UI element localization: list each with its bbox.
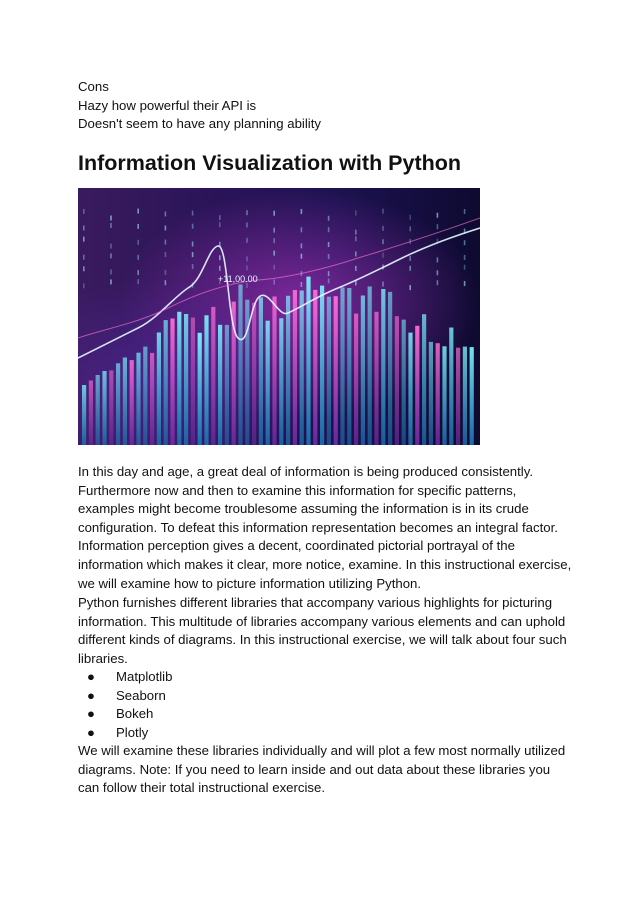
cons-heading: Cons <box>78 79 109 94</box>
hero-sparkle <box>110 216 112 221</box>
hero-sparkle <box>301 243 303 248</box>
hero-bar <box>225 325 229 445</box>
hero-sparkle <box>409 256 411 261</box>
hero-sparkle <box>328 216 330 221</box>
hero-sparkle <box>192 264 194 269</box>
paragraph-line: information which makes it clear, more notice, examine. In this instructional exercise, <box>78 556 572 572</box>
hero-sparkle <box>83 209 85 214</box>
paragraph-line: Information perception gives a decent, coordinated pictorial portrayal of the <box>78 538 515 554</box>
hero-bar <box>470 347 474 445</box>
hero-sparkle <box>219 255 221 260</box>
hero-bar <box>381 289 385 445</box>
hero-bar <box>130 360 134 445</box>
hero-sparkle <box>83 266 85 271</box>
hero-bar <box>116 363 120 445</box>
hero-bar <box>368 287 372 446</box>
hero-bar <box>143 347 147 445</box>
hero-bar <box>109 370 113 445</box>
hero-sparkle <box>110 279 112 284</box>
hero-sparkle <box>110 244 112 249</box>
hero-sparkle <box>165 240 167 245</box>
hero-bar <box>334 296 338 445</box>
hero-sparkle <box>192 252 194 257</box>
hero-bar <box>198 333 202 445</box>
hero-sparkle <box>355 266 357 271</box>
hero-sparkle <box>137 270 139 275</box>
cons-block <box>78 78 568 134</box>
hero-sparkle <box>165 270 167 275</box>
hero-sparkle <box>301 282 303 287</box>
hero-bar <box>327 297 331 445</box>
cons-item: Doesn't seem to have any planning ability <box>78 116 321 132</box>
hero-bar <box>395 316 399 445</box>
hero-sparkle <box>409 266 411 271</box>
list-item: ● Plotly <box>78 724 172 743</box>
hero-sparkle <box>355 252 357 257</box>
hero-sparkle <box>110 253 112 258</box>
hero-sparkle <box>328 227 330 232</box>
closing-paragraph <box>78 742 568 798</box>
hero-bar <box>89 381 93 446</box>
hero-sparkle <box>192 242 194 247</box>
hero-sparkle <box>192 224 194 229</box>
hero-sparkle <box>110 269 112 274</box>
hero-sparkle <box>192 211 194 216</box>
hero-sparkle <box>137 279 139 284</box>
hero-bar <box>456 348 460 445</box>
bullet-icon: ● <box>87 687 95 703</box>
hero-bar <box>252 303 256 445</box>
hero-sparkle <box>464 281 466 286</box>
paragraph-line: different kinds of diagrams. In this instructional exercise, we will talk about four such <box>78 632 567 648</box>
hero-sparkle <box>165 226 167 231</box>
hero-sparkle <box>328 278 330 283</box>
section-title: Information Visualization with Python <box>78 151 462 175</box>
hero-sparkle <box>355 211 357 216</box>
hero-sparkle <box>328 242 330 247</box>
hero-bar <box>136 353 140 445</box>
hero-bar <box>340 287 344 445</box>
hero-sparkle <box>464 240 466 245</box>
cons-item: Hazy how powerful their API is <box>78 97 257 113</box>
hero-sparkle <box>165 252 167 257</box>
hero-sparkle <box>246 265 248 270</box>
paragraph-line: we will examine how to picture information utilizing Python. <box>78 575 422 591</box>
libraries-paragraph <box>78 594 568 668</box>
hero-sparkle <box>301 254 303 259</box>
hero-sparkle <box>165 280 167 285</box>
hero-sparkle <box>382 226 384 231</box>
hero-bar <box>170 319 174 446</box>
hero-bar <box>388 292 392 445</box>
hero-bar <box>293 290 297 445</box>
hero-bar <box>82 385 86 445</box>
list-item: ● Matplotlib <box>78 668 172 687</box>
hero-bar <box>286 296 290 445</box>
hero-sparkle <box>219 266 221 271</box>
hero-sparkle <box>165 212 167 217</box>
hero-sparkle <box>328 271 330 276</box>
hero-sparkle <box>219 215 221 220</box>
hero-bar <box>354 314 358 445</box>
hero-sparkle <box>83 237 85 242</box>
hero-sparkle <box>382 282 384 287</box>
hero-sparkle <box>382 209 384 214</box>
hero-sparkle <box>273 251 275 256</box>
bullet-icon: ● <box>87 706 95 722</box>
hero-sparkle <box>246 256 248 261</box>
hero-bar <box>347 288 351 445</box>
hero-bar <box>361 296 365 446</box>
hero-sparkle <box>137 209 139 214</box>
paragraph-line: Furthermore now and then to examine this information for specific patterns, <box>78 482 517 498</box>
hero-bar <box>164 320 168 445</box>
hero-sparkle <box>464 255 466 260</box>
hero-sparkle <box>464 209 466 214</box>
hero-bar <box>218 325 222 445</box>
hero-sparkle <box>355 230 357 235</box>
hero-sparkle <box>437 213 439 218</box>
hero-sparkle <box>382 253 384 258</box>
hero-sparkle <box>246 210 248 215</box>
paragraph-line: Python furnishes different libraries that accompany various highlights for picturing <box>78 595 553 610</box>
hero-bar <box>436 343 440 445</box>
hero-bar <box>184 314 188 445</box>
hero-bar <box>191 318 195 446</box>
hero-sparkle <box>83 283 85 288</box>
hero-sparkle <box>328 254 330 259</box>
paragraph-line: examples might become troublesome assuming the information is in its crude <box>78 501 529 517</box>
hero-sparkle <box>273 280 275 285</box>
hero-sparkle <box>409 215 411 220</box>
hero-sparkle <box>437 257 439 262</box>
hero-bar <box>415 326 419 445</box>
hero-sparkle <box>409 226 411 231</box>
paragraph-line: can follow their total instructional exercise. <box>78 780 326 796</box>
hero-bar <box>402 320 406 445</box>
list-item: ● Seaborn <box>78 687 172 706</box>
hero-sparkle <box>301 227 303 232</box>
hero-bar <box>211 307 215 445</box>
hero-sparkle <box>219 222 221 227</box>
hero-sparkle <box>464 265 466 270</box>
hero-sparkle <box>382 239 384 244</box>
hero-bar <box>463 347 467 445</box>
hero-sparkle <box>409 285 411 290</box>
hero-sparkle <box>137 255 139 260</box>
hero-bar <box>442 346 446 445</box>
hero-bar <box>279 318 283 445</box>
libraries-list <box>78 668 172 742</box>
hero-bar <box>313 290 317 445</box>
hero-bar <box>374 312 378 445</box>
hero-sparkle <box>273 238 275 243</box>
list-item: ● Bokeh <box>78 705 172 724</box>
hero-bar <box>266 321 270 445</box>
bullet-icon: ● <box>87 669 95 684</box>
hero-sparkle <box>83 255 85 260</box>
hero-bar <box>408 333 412 445</box>
hero-sparkle <box>246 238 248 243</box>
paragraph-line: We will examine these libraries individually and will plot a few most normally utilized <box>78 743 566 758</box>
intro-paragraph <box>78 463 572 593</box>
hero-sparkle <box>273 265 275 270</box>
hero-bar <box>204 315 208 445</box>
hero-sparkle <box>437 224 439 229</box>
hero-sparkle <box>273 211 275 216</box>
hero-sparkle <box>355 236 357 241</box>
hero-sparkle <box>437 280 439 285</box>
hero-sparkle <box>437 270 439 275</box>
paragraph-line: In this day and age, a great deal of information is being produced consistently. <box>78 464 534 479</box>
hero-sparkle <box>301 209 303 214</box>
hero-sparkle <box>246 223 248 228</box>
hero-bar <box>102 371 106 445</box>
hero-bar <box>157 333 161 446</box>
hero-sparkle <box>110 223 112 228</box>
hero-bar <box>150 353 154 445</box>
hero-sparkle <box>83 226 85 231</box>
paragraph-line: libraries. <box>78 650 128 666</box>
hero-bar <box>272 297 276 446</box>
image-value-label: +11,00.00 <box>218 274 258 284</box>
hero-bar <box>422 314 426 445</box>
paragraph-line: information. This multitude of libraries accompany various elements and can uphold <box>78 613 566 629</box>
paragraph-line: configuration. To defeat this information representation becomes an integral factor. <box>78 519 558 535</box>
hero-bar <box>259 297 263 445</box>
hero-bar <box>245 300 249 445</box>
hero-sparkle <box>273 228 275 233</box>
hero-bar <box>449 328 453 446</box>
hero-sparkle <box>137 224 139 229</box>
data-visualization-image <box>78 188 480 445</box>
hero-bar <box>238 285 242 446</box>
hero-bar <box>429 342 433 445</box>
hero-bar <box>123 358 127 446</box>
hero-bar <box>96 375 100 445</box>
hero-bar <box>320 286 324 445</box>
hero-bar <box>177 312 181 445</box>
hero-sparkle <box>137 240 139 245</box>
paragraph-line: diagrams. Note: If you need to learn inside and out data about these libraries you <box>78 761 551 777</box>
hero-bar <box>300 291 304 446</box>
bullet-icon: ● <box>87 724 95 740</box>
